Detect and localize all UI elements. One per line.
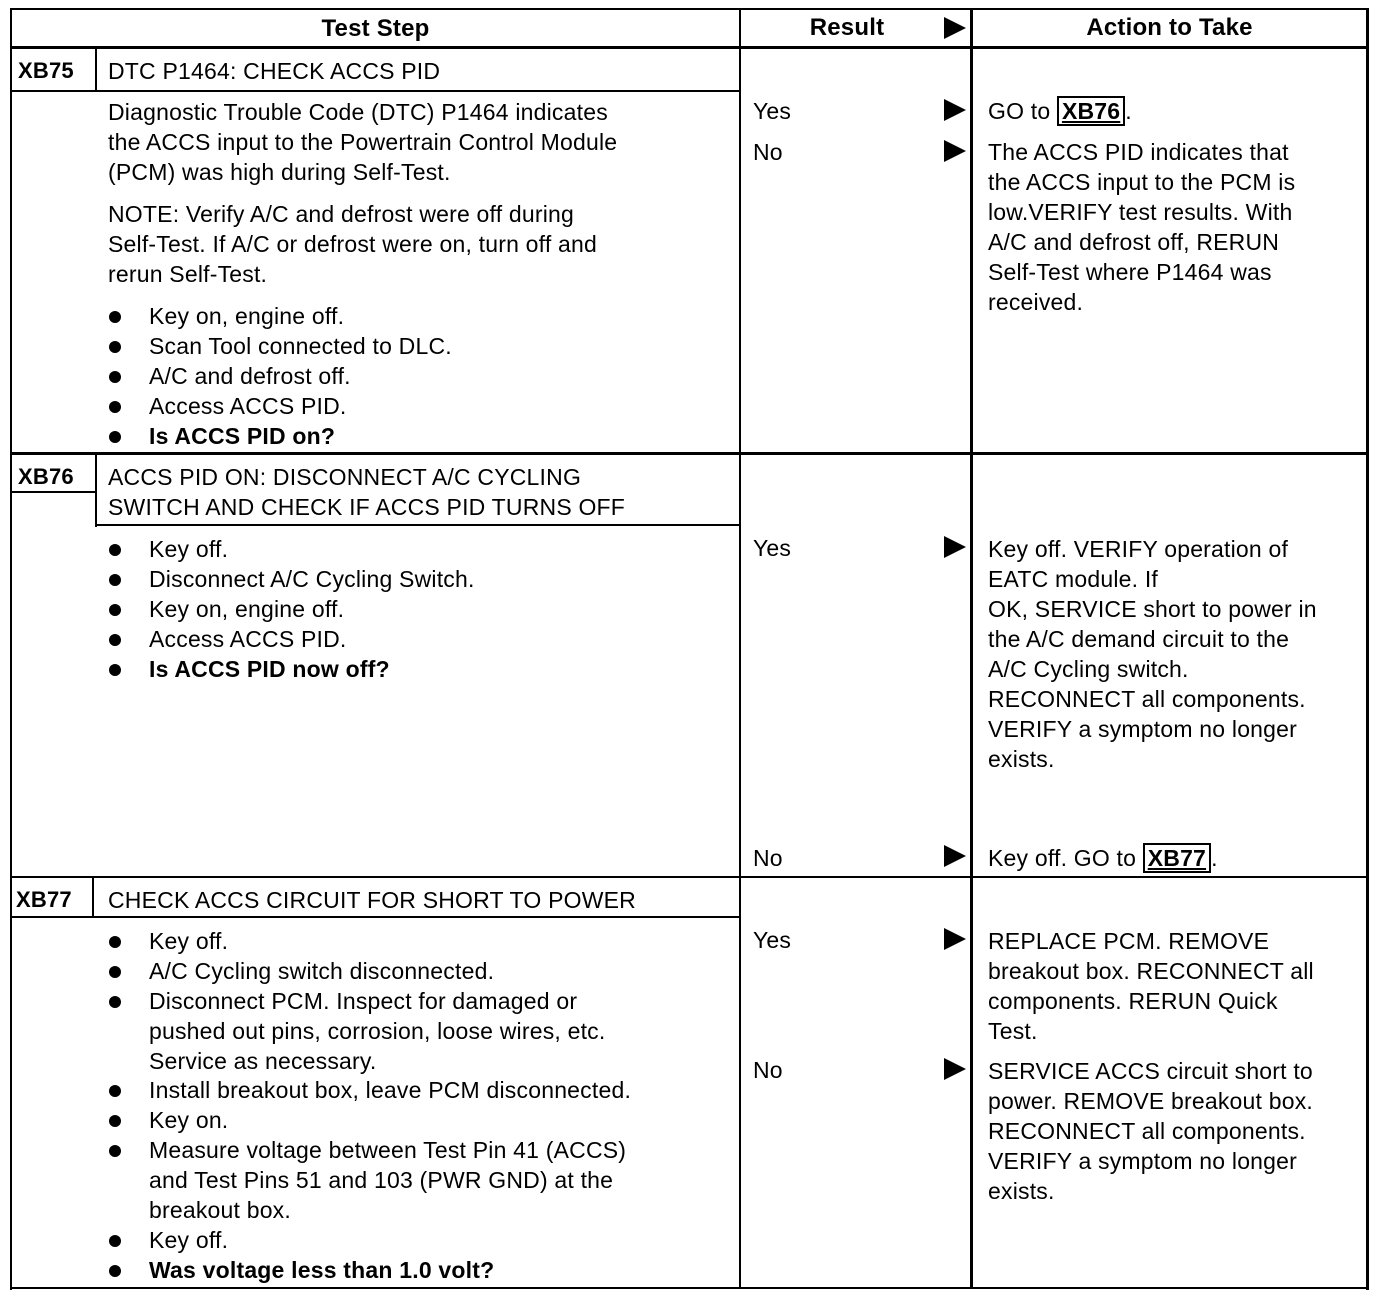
bullet-icon [109,431,121,443]
xb76-title-underline [95,524,740,526]
result-column-divider [970,8,973,1289]
step-ref-xb76[interactable]: XB76 [1057,96,1125,126]
arrow-icon [944,140,966,162]
table-top-border [10,8,1368,10]
table-left-border [10,8,12,1290]
header-result: Result [809,14,885,41]
bullet-icon [109,604,121,616]
action-no-xb76: Key off. GO to XB77 . [988,845,1218,871]
step-title-xb77: CHECK ACCS CIRCUIT FOR SHORT TO POWER [108,887,636,913]
result-yes-xb75: Yes [753,98,792,124]
header-test-step: Test Step [321,15,430,42]
list-item: Disconnect PCM. Inspect for damaged or [149,988,578,1014]
result-no-xb75: No [753,139,783,165]
list-item-question: Is ACCS PID on? [149,423,336,449]
table-right-border [1366,8,1369,1290]
result-yes-xb76: Yes [753,535,792,561]
bullet-icon [109,574,121,586]
xb77-code-divider [92,878,94,918]
bullet-icon [109,311,121,323]
list-item: Disconnect A/C Cycling Switch. [149,566,475,592]
header-action: Action to Take [1086,14,1253,41]
list-item: Key on. [149,1107,229,1133]
result-yes-xb77: Yes [753,927,792,953]
step-code-xb76: XB76 [18,464,74,489]
test-step-column-divider [739,8,741,1289]
bullet-icon [109,936,121,948]
list-item: Key off. [149,1227,229,1253]
list-item: Key on, engine off. [149,303,345,329]
list-item: Key on, engine off. [149,596,345,622]
row-separator-xb77 [10,876,1369,878]
arrow-icon [944,536,966,558]
bullet-icon [109,1145,121,1157]
xb75-title-underline [10,90,740,92]
bullet-icon [109,1085,121,1097]
xb77-title-underline [10,916,740,918]
list-item-question: Is ACCS PID now off? [149,656,390,682]
list-item: A/C Cycling switch disconnected. [149,958,495,984]
table-bottom-border [10,1287,1369,1289]
diagnostic-table: Test Step Result Action to Take XB75 DTC P1464: CHECK ACCS PID Diagnostic Trouble Code (DTC) P1464 indicates the ACCS input to the Powertrain Control Module (PCM) was high during Self-Test. NOTE: Verify A/C and defrost were off during Self-Test. If A/C or defrost were on, turn off and rerun Self-Test. Key on, engine off. Scan Tool connected to DLC. A/C and defrost off. Access ACCS PID. Is ACCS PID on? Yes GO to XB76 . No The ACCS PID indicates that the ACCS input to the PCM is low.VERIFY test results. With A/C and defrost off, RERUN Self-Test where P1464 was received. XB76 ACCS PID ON: DISCONNECT A/C CYCLING SWITCH AND CHECK IF ACCS PID TURNS OFF Key off. Disconnect A/C Cycling Switch. Key on, engine off. Access ACCS PID. Is ACCS PID now off? Yes Key off. VERIFY operation of EATC module. If OK, SERVICE short to power in the A/C demand circuit to the A/C Cycling switch. RECONNECT all components. VERIFY a symptom no longer exists. No Key off. GO to XB77 . XB77 CHECK ACCS CIRCUIT FOR SHORT TO POWER Key off. A/C Cycling switch disconnected. Disconnect PCM. Inspect for damaged or pushed out pins, corrosion, loose wires, etc. Service as necessary. Install breakout box, leave PCM disconnected. Key on. Measure voltage between Test Pin 41 (ACCS) and Test Pins 51 and 103 (PWR GND) at the breakout box. Key off. Was voltage less than 1.0 volt? Yes REPLACE PCM. REMOVE breakout box. RECONNECT all components. RERUN Quick Test. No SERVICE ACCS circuit short to power. REMOVE breakout box. RECONNECT all components. VERIFY a symptom no longer exists. [0,0,1392,1296]
bullet-icon [109,401,121,413]
bullet-icon [109,1265,121,1277]
result-no-xb77: No [753,1057,783,1083]
list-item: Measure voltage between Test Pin 41 (ACCS) [149,1137,627,1163]
step-title-xb75: DTC P1464: CHECK ACCS PID [108,58,441,84]
bullet-icon [109,1235,121,1247]
bullet-icon [109,544,121,556]
header-arrow-icon [944,17,966,39]
list-item: Access ACCS PID. [149,393,347,419]
arrow-icon [944,928,966,950]
list-item: Scan Tool connected to DLC. [149,333,452,359]
action-yes-xb75: GO to XB76 . [988,98,1132,124]
arrow-icon [944,845,966,867]
row-separator-xb76 [10,452,1369,455]
list-item-question: Was voltage less than 1.0 volt? [149,1257,495,1283]
header-bottom-border [10,46,1368,49]
arrow-icon [944,99,966,121]
bullet-icon [109,1115,121,1127]
bullet-icon [109,371,121,383]
list-item: Key off. [149,536,229,562]
list-item: A/C and defrost off. [149,363,351,389]
arrow-icon [944,1058,966,1080]
list-item: Install breakout box, leave PCM disconnected. [149,1077,632,1103]
bullet-icon [109,634,121,646]
step-code-xb77: XB77 [16,887,72,912]
xb75-code-divider [95,49,97,92]
bullet-icon [109,664,121,676]
bullet-icon [109,341,121,353]
list-item: Key off. [149,928,229,954]
list-item: Access ACCS PID. [149,626,347,652]
step-ref-xb77[interactable]: XB77 [1143,843,1211,873]
result-no-xb76: No [753,845,783,871]
step-code-xb75: XB75 [18,58,74,83]
bullet-icon [109,996,121,1008]
bullet-icon [109,966,121,978]
